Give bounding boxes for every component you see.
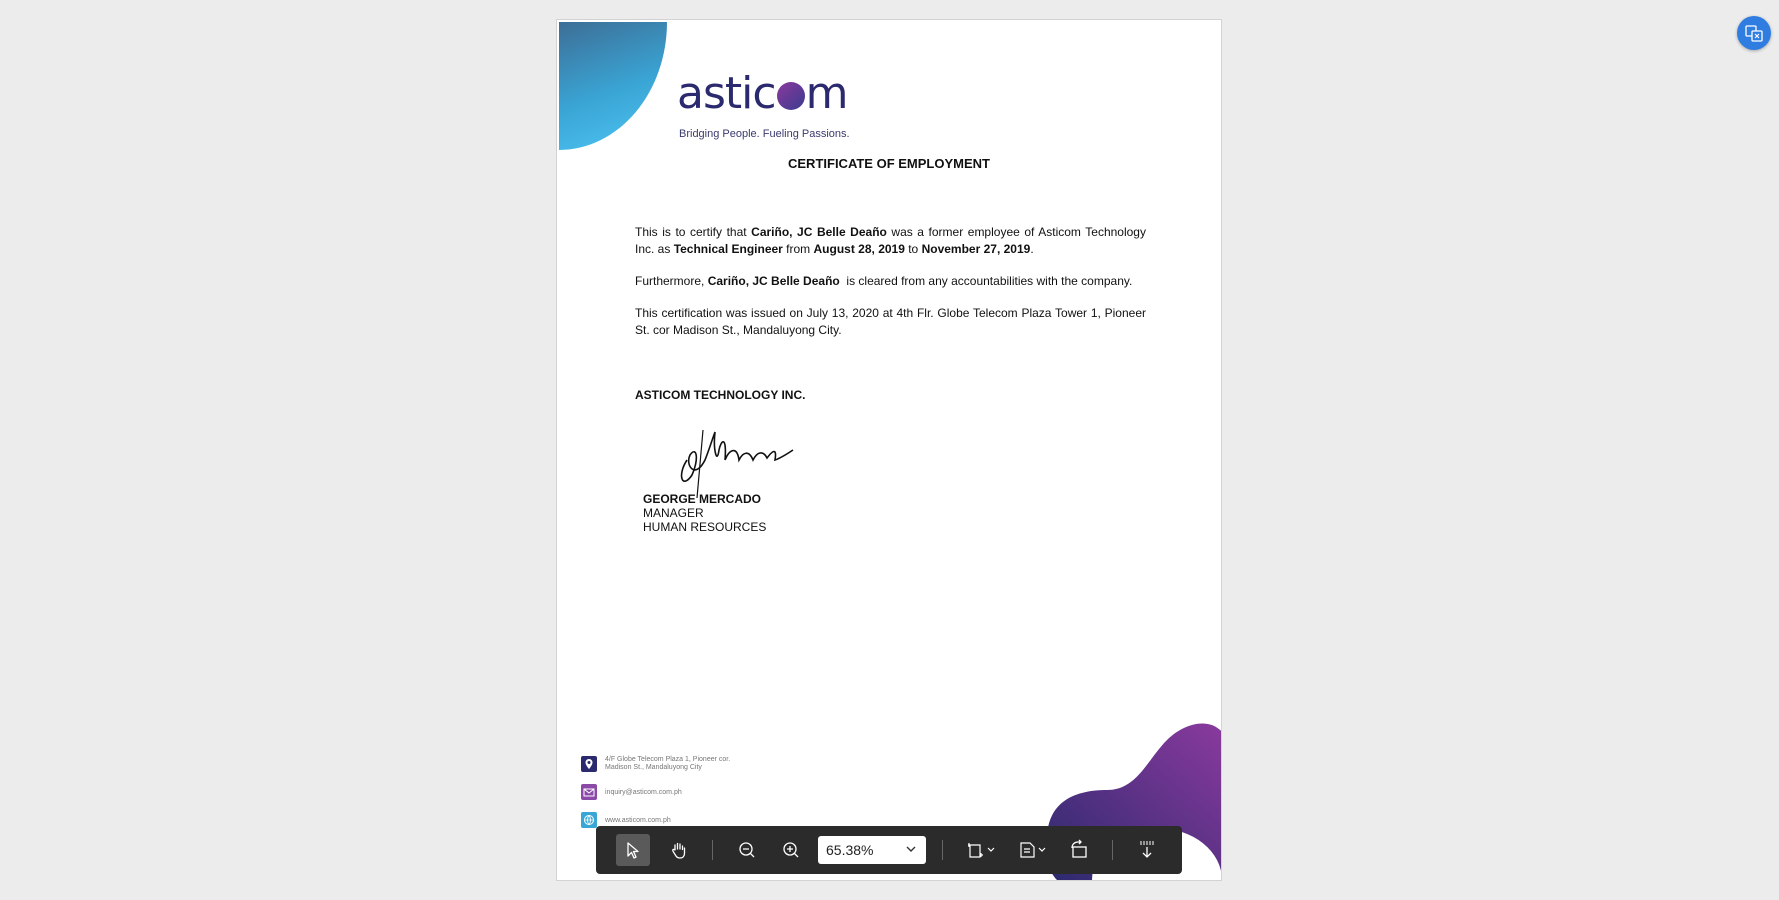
chevron-down-icon (904, 842, 918, 856)
select-pointer-icon (623, 840, 643, 860)
signature-image (657, 420, 817, 500)
globe-icon (581, 812, 597, 828)
page-view-icon (1016, 840, 1048, 860)
zoom-level-select[interactable] (818, 836, 926, 864)
signer-title: MANAGER (643, 506, 704, 520)
clearance-paragraph: Furthermore, Cariño, JC Belle Deaño is cleared from any accountabilities with the company. (635, 274, 1133, 288)
end-date: November 27, 2019 (921, 242, 1031, 256)
employee-name: Cariño, JC Belle Deaño (707, 274, 840, 288)
translate-button[interactable] (1737, 16, 1771, 50)
footer-email: inquiry@asticom.com.ph (605, 789, 682, 796)
signer-department: HUMAN RESOURCES (643, 520, 767, 534)
zoom-in-icon (781, 840, 801, 860)
signer-block (643, 492, 766, 534)
job-position: Technical Engineer (673, 242, 783, 256)
mail-icon (581, 784, 597, 800)
asticom-logo: astic m Bridging People. Fueling Passions. (677, 68, 850, 140)
hand-pan-icon (669, 840, 689, 860)
rotate-button[interactable] (1062, 834, 1096, 866)
location-icon (581, 756, 597, 772)
company-name: ASTICOM TECHNOLOGY INC. (635, 388, 806, 402)
footer-address: 4/F Globe Telecom Plaza 1, Pioneer cor. Madison St., Mandaluyong City (605, 756, 731, 771)
certificate-title: CERTIFICATE OF EMPLOYMENT (788, 156, 990, 171)
zoom-out-icon (737, 840, 757, 860)
zoom-value: 65.38% (826, 842, 874, 858)
rotate-icon (1068, 839, 1090, 861)
pdf-toolbar (596, 826, 1182, 874)
zoom-in-button[interactable] (774, 834, 808, 866)
start-date: August 28, 2019 (813, 242, 905, 256)
logo-tagline: Bridging People. Fueling Passions. (679, 128, 850, 140)
corner-decoration (559, 22, 667, 150)
select-tool-button[interactable] (616, 834, 650, 866)
page-view-button[interactable] (1012, 834, 1052, 866)
zoom-out-button[interactable] (730, 834, 764, 866)
download-icon (1136, 839, 1158, 861)
pdf-page (556, 19, 1222, 881)
scroll-download-button[interactable] (1130, 834, 1164, 866)
footer-website: www.asticom.com.ph (605, 817, 671, 824)
hand-tool-button[interactable] (662, 834, 696, 866)
employee-name: Cariño, JC Belle Deaño (751, 225, 887, 239)
fit-page-icon (964, 840, 996, 860)
certification-paragraph: This is to certify that Cariño, JC Belle Deaño was a former employee of Asticom Technology Inc. as Technical Engineer from August 28, 2019 to November 27, 2019. (635, 225, 1146, 256)
signer-name: GEORGE MERCADO (643, 492, 762, 506)
translate-icon (1744, 23, 1764, 43)
issuance-paragraph: This certification was issued on July 13, 2020 at 4th Flr. Globe Telecom Plaza Tower 1, Pioneer St. cor Madison St., Mandaluyong City. (635, 306, 1146, 337)
fit-page-button[interactable] (960, 834, 1000, 866)
